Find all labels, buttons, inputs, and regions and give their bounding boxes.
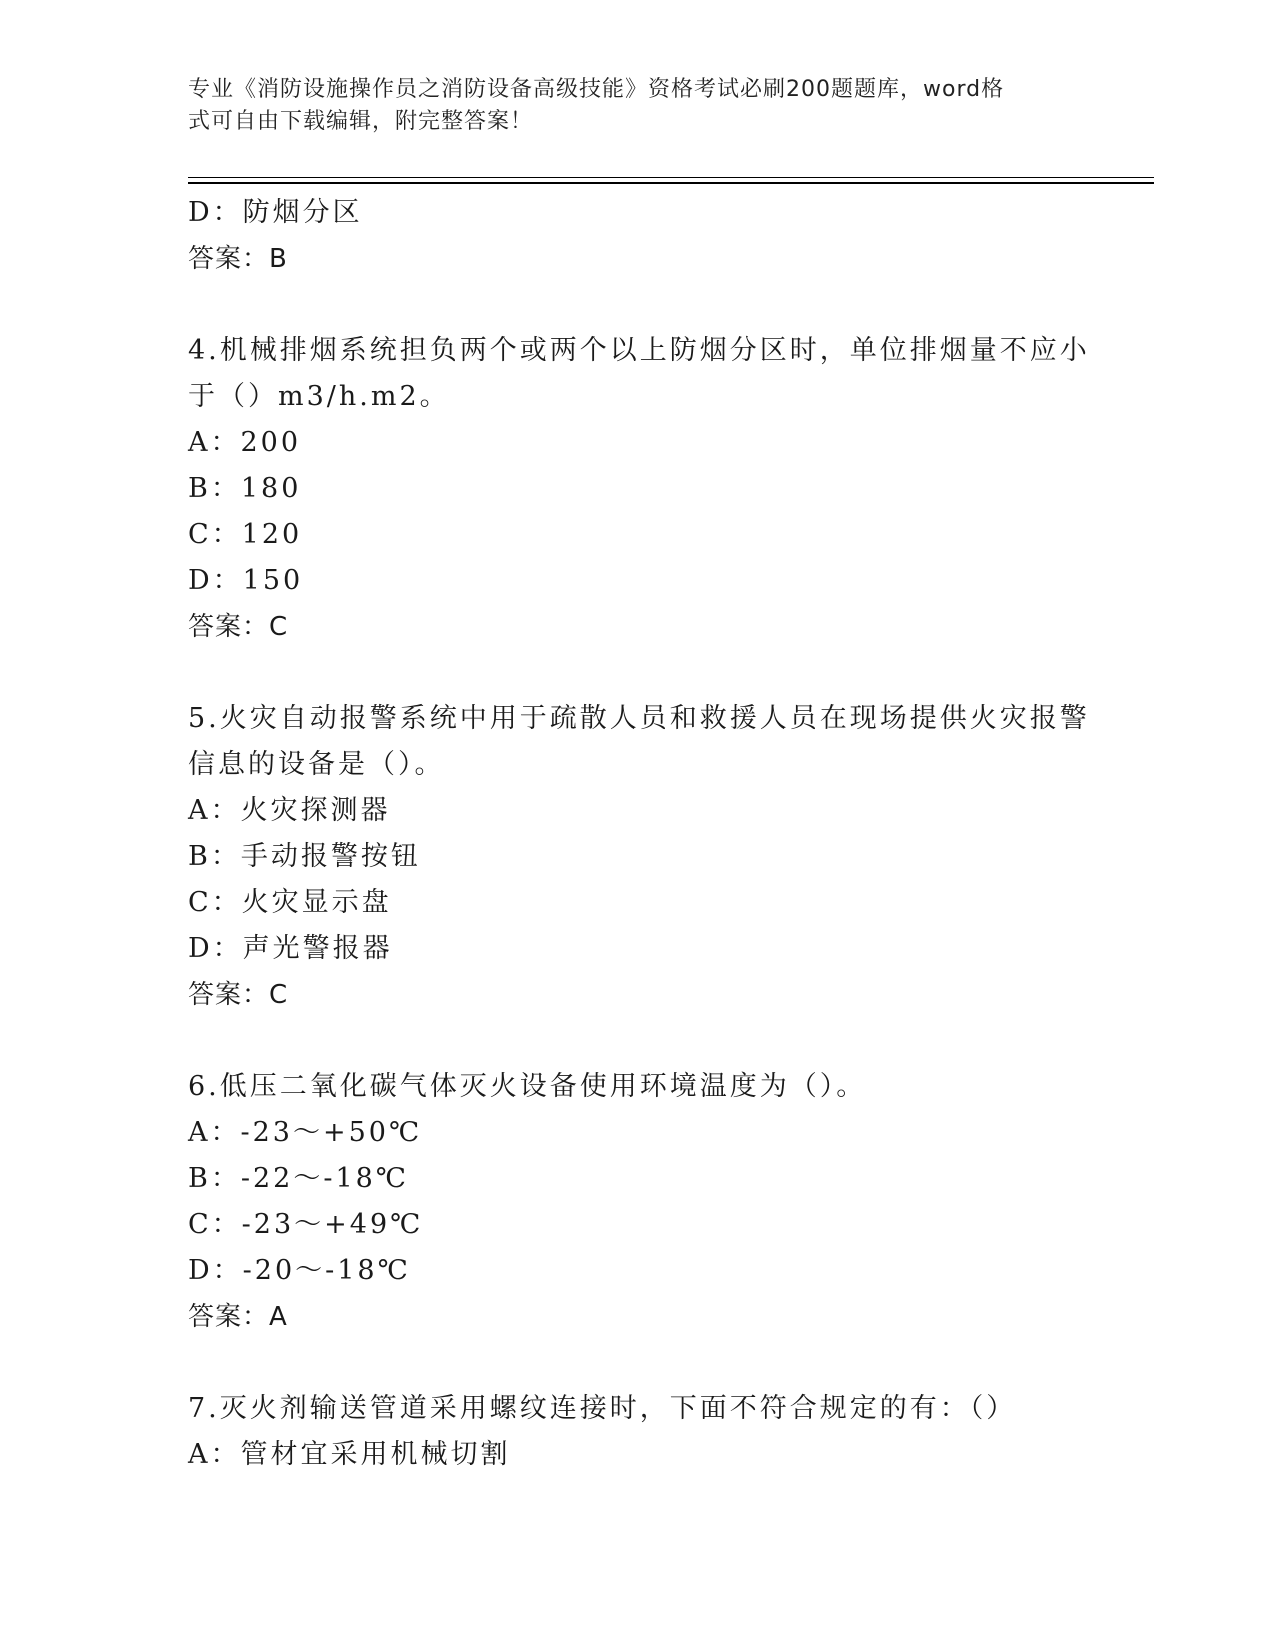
answer: 答案：A (188, 1302, 288, 1332)
question-stem: 5.火灾自动报警系统中用于疏散人员和救援人员在现场提供火灾报警 (188, 703, 1090, 734)
question-stem: 信息的设备是（）。 (188, 749, 445, 780)
option-d: D：150 (188, 565, 304, 596)
question-stem: 4.机械排烟系统担负两个或两个以上防烟分区时，单位排烟量不应小 (188, 335, 1090, 366)
option-b: B：手动报警按钮 (188, 841, 421, 872)
answer: 答案：B (188, 244, 288, 274)
option-c: C：-23～+49℃ (188, 1209, 424, 1240)
option-d: D：防烟分区 (188, 197, 363, 228)
header-divider-top (188, 177, 1154, 178)
question-5 (188, 696, 1088, 1018)
question-4 (188, 328, 1088, 650)
option-a: A：管材宜采用机械切割 (188, 1439, 511, 1470)
question-stem: 6.低压二氧化碳气体灭火设备使用环境温度为（）。 (188, 1071, 867, 1102)
option-d: D：-20～-18℃ (188, 1255, 411, 1286)
option-c: C：火灾显示盘 (188, 887, 392, 918)
header-divider-bottom (188, 182, 1154, 184)
answer: 答案：C (188, 980, 289, 1010)
header-line-1: 专业《消防设施操作员之消防设备高级技能》资格考试必刷200题题库，word格 (188, 77, 1005, 102)
question-6 (188, 1064, 1088, 1340)
header-line-2: 式可自由下载编辑，附完整答案！ (188, 109, 534, 134)
document-header (188, 74, 1068, 138)
option-b: B：180 (188, 473, 302, 504)
option-a: A：火灾探测器 (188, 795, 391, 826)
answer: 答案：C (188, 612, 289, 642)
option-d: D：声光警报器 (188, 933, 393, 964)
question-7 (188, 1386, 1088, 1478)
question-stem: 于（）m3/h.m2。 (188, 381, 450, 412)
question-stem: 7.灭火剂输送管道采用螺纹连接时，下面不符合规定的有：（） (188, 1393, 1017, 1424)
option-b: B：-22～-18℃ (188, 1163, 410, 1194)
question-list (188, 190, 1088, 1478)
option-c: C：120 (188, 519, 303, 550)
option-a: A：-23～+50℃ (188, 1117, 423, 1148)
option-a: A：200 (188, 427, 302, 458)
